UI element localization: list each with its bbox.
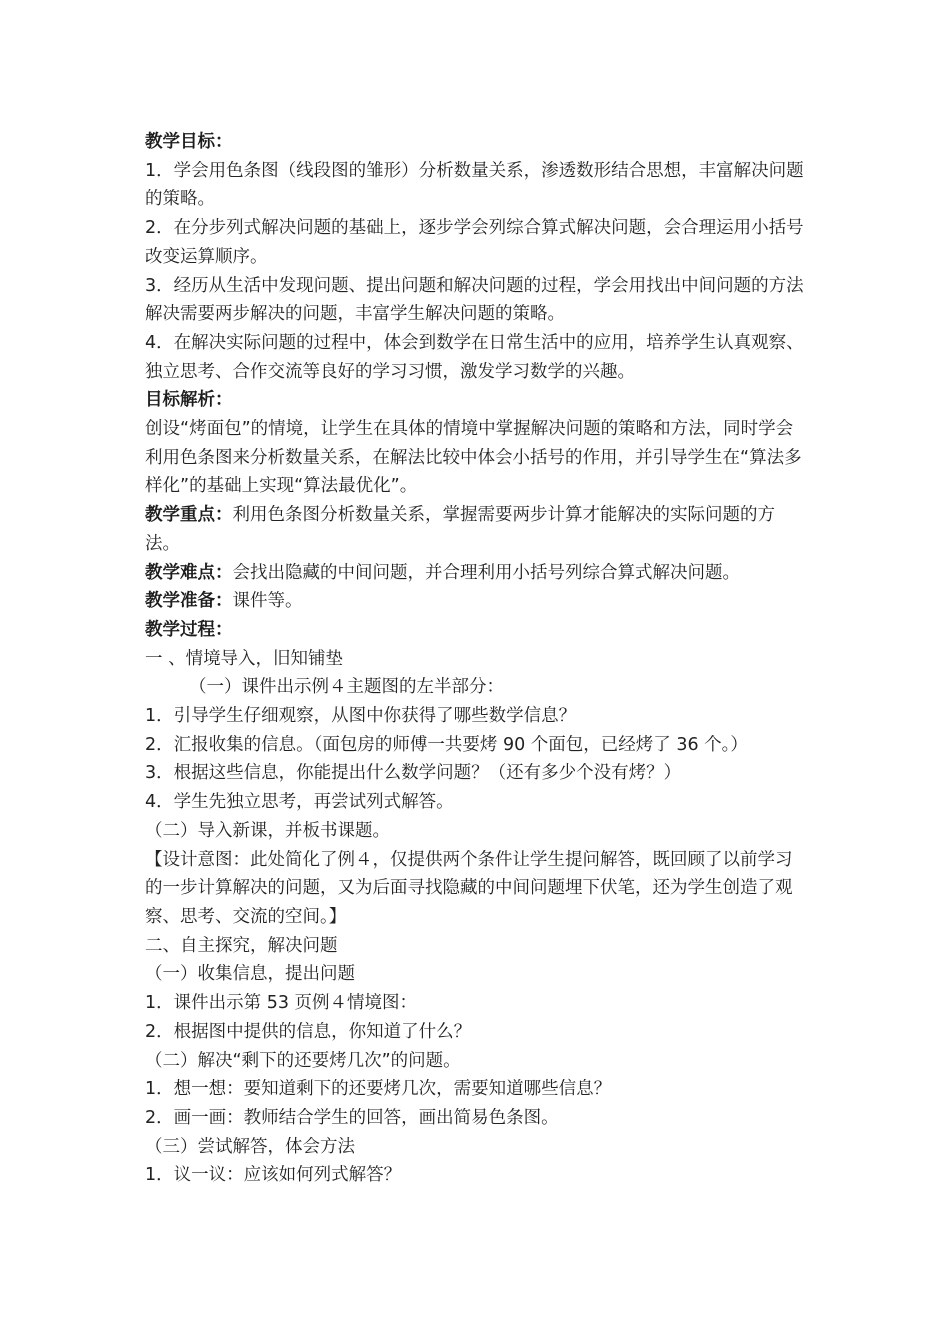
design-intent: 【设计意图：此处简化了例４，仅提供两个条件让学生提问解答，既回顾了以前学习的一步计算解决的问题，又为后面寻找隐藏的中间问题埋下伏笔，还为学生创造了观察、思考、交流的空间。】 — [145, 849, 793, 927]
objectives-heading: 教学目标： — [145, 132, 233, 152]
list-item: 1．想一想：要知道剩下的还要烤几次，需要知道哪些信息？ — [145, 1079, 612, 1100]
section2-subheading: （三）尝试解答，体会方法 — [145, 1136, 355, 1157]
objective-item: 3．经历从生活中发现问题、提出问题和解决问题的过程，学会用找出中间问题的方法解决需要两步解决的问题，丰富学生解决问题的策略。 — [145, 275, 804, 325]
objective-item: 1．学会用色条图（线段图的雏形）分析数量关系，渗透数形结合思想，丰富解决问题的策略。 — [145, 160, 804, 210]
section1-title: 一 、情境导入，旧知铺垫 — [145, 648, 344, 669]
process-heading: 教学过程： — [145, 619, 233, 640]
preparation-text: 课件等。 — [232, 591, 303, 612]
list-item: 2．画一画：教师结合学生的回答，画出简易色条图。 — [145, 1107, 559, 1128]
section1-subheading: （一）课件出示例４主题图的左半部分： — [189, 677, 504, 698]
section1-subheading: （二）导入新课，并板书课题。 — [145, 820, 390, 841]
objective-item: 4．在解决实际问题的过程中，体会到数学在日常生活中的应用，培养学生认真观察、 独立思考、合作交流等良好的学习习惯，激发学习数学的兴趣。 — [145, 332, 804, 382]
objective-item: 2．在分步列式解决问题的基础上，逐步学会列综合算式解决问题，会合理运用小括号改变运算顺序。 — [145, 218, 804, 267]
list-item: 3．根据这些信息，你能提出什么数学问题？（还有多少个没有烤？） — [145, 763, 682, 784]
analysis-heading: 目标解析： — [145, 390, 233, 411]
difficulty-text: 会找出隐藏的中间问题，并合理利用小括号列综合算式解决问题。 — [232, 562, 740, 583]
list-item: 1．引导学生仔细观察，从图中你获得了哪些数学信息？ — [145, 706, 577, 727]
preparation — [145, 587, 805, 616]
list-item: 4．学生先独立思考，再尝试列式解答。 — [145, 792, 454, 813]
difficulty — [145, 559, 805, 588]
analysis-text: 创设“烤面包”的情境，让学生在具体的情境中掌握解决问题的策略和方法，同时学会利用色条图来分析数量关系，在解法比较中体会小括号的作用，并引导学生在“算法多样化”的基础上实现“算法最优化”。 — [145, 419, 802, 497]
preparation-label: 教学准备： — [145, 591, 233, 612]
section2-subheading: （二）解决“剩下的还要烤几次”的问题。 — [145, 1050, 461, 1071]
document-body — [145, 128, 805, 1190]
section2-title: 二、自主探究，解决问题 — [145, 935, 338, 956]
list-item: 2．根据图中提供的信息，你知道了什么？ — [145, 1021, 472, 1042]
list-item: 1．议一议：应该如何列式解答？ — [145, 1165, 402, 1186]
key-point-label: 教学重点： — [145, 505, 233, 526]
key-point-text: 利用色条图分析数量关系，掌握需要两步计算才能解决的实际问题的方法。 — [145, 505, 775, 554]
list-item: 2．汇报收集的信息。（面包房的师傅一共要烤 90 个面包，已经烤了 36 个。） — [145, 734, 748, 755]
section2-subheading: （一）收集信息，提出问题 — [145, 964, 355, 985]
list-item: 1．课件出示第 53 页例４情境图： — [145, 993, 418, 1014]
difficulty-label: 教学难点： — [145, 562, 233, 583]
key-point — [145, 501, 805, 558]
